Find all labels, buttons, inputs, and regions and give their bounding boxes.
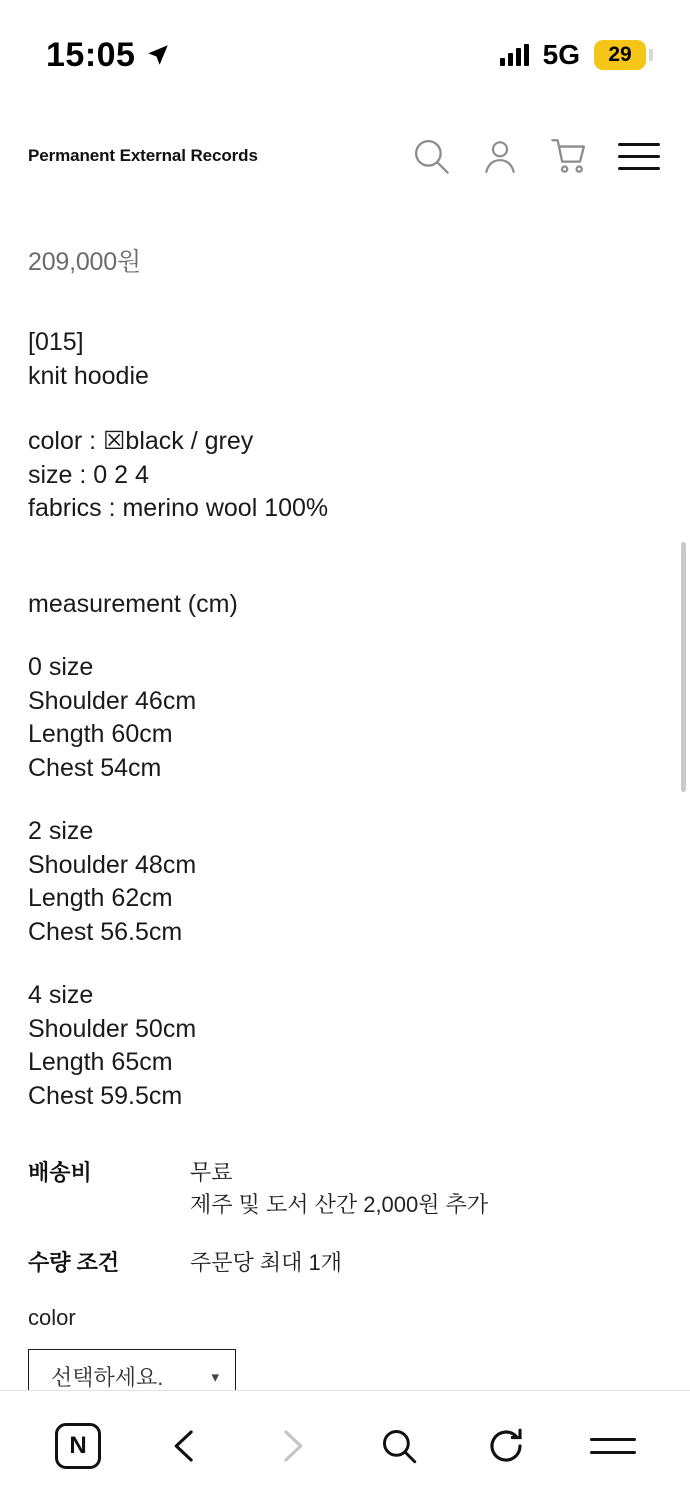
measure-chest-2: Chest 56.5cm (28, 917, 183, 946)
product-code: [015] (28, 328, 84, 356)
product-content (0, 202, 690, 1390)
shipping-value-line-1: 무료 (190, 1160, 233, 1185)
reload-icon (485, 1425, 527, 1467)
forward-button[interactable] (257, 1411, 327, 1481)
naver-logo-icon: N (55, 1423, 101, 1469)
measure-shoulder-2: Shoulder 48cm (28, 850, 197, 879)
chevron-left-icon (164, 1425, 206, 1467)
chevron-down-icon: ▾ (211, 1368, 219, 1386)
status-right (500, 39, 646, 71)
measure-length-2: Length 62cm (28, 884, 173, 912)
measure-size-2: 2 size (28, 817, 94, 845)
measure-shoulder-0: Shoulder 46cm (28, 686, 197, 715)
color-select-value: 선택하세요. (51, 1365, 164, 1390)
page-scrollbar[interactable] (681, 542, 686, 792)
naver-home-button[interactable] (43, 1411, 113, 1481)
shipping-label: 배송비 (28, 1160, 92, 1185)
reload-button[interactable] (471, 1411, 541, 1481)
search-icon[interactable] (410, 135, 452, 177)
measurement-block-0 (28, 651, 662, 785)
product-size-line: size : 0 2 4 (28, 460, 149, 489)
product-info-table (28, 1157, 662, 1279)
product-price: 209,000원 (28, 248, 141, 276)
site-header (0, 110, 690, 202)
battery-indicator: 29 (594, 40, 646, 70)
back-button[interactable] (150, 1411, 220, 1481)
status-left (46, 36, 171, 75)
measure-size-4: 4 size (28, 981, 94, 1009)
account-icon[interactable] (480, 136, 520, 176)
product-description (28, 326, 662, 1113)
product-name: knit hoodie (28, 361, 149, 390)
measurement-title: measurement (cm) (28, 589, 238, 618)
color-option-label: color (28, 1304, 76, 1330)
color-select[interactable] (28, 1349, 236, 1390)
search-icon (378, 1425, 420, 1467)
shipping-value-line-2: 제주 및 도서 산간 2,000원 추가 (190, 1191, 489, 1217)
cart-icon[interactable] (548, 135, 590, 177)
header-icon-group (410, 135, 660, 177)
brand-title[interactable]: Permanent External Records (28, 146, 258, 165)
product-color-line: color : ☒black / grey (28, 427, 254, 455)
measure-length-0: Length 60cm (28, 720, 173, 748)
measure-shoulder-4: Shoulder 50cm (28, 1014, 197, 1043)
quantity-row (28, 1247, 662, 1279)
status-clock: 15:05 (46, 35, 136, 74)
quantity-label: 수량 조건 (28, 1249, 120, 1275)
measure-length-4: Length 65cm (28, 1048, 173, 1076)
measure-chest-0: Chest 54cm (28, 753, 162, 782)
location-arrow-icon (145, 42, 171, 68)
quantity-value (190, 1247, 342, 1279)
network-label: 5G (542, 39, 580, 70)
shipping-value (190, 1157, 488, 1221)
signal-icon (500, 44, 529, 66)
tabs-button[interactable] (578, 1411, 648, 1481)
measurement-block-4 (28, 979, 662, 1113)
browser-bottom-bar (0, 1390, 690, 1500)
measure-chest-4: Chest 59.5cm (28, 1081, 183, 1110)
tabs-icon (590, 1438, 636, 1454)
search-button[interactable] (364, 1411, 434, 1481)
chevron-right-icon (271, 1425, 313, 1467)
shipping-row (28, 1157, 662, 1221)
menu-icon[interactable] (618, 143, 660, 170)
quantity-value-line: 주문당 최대 1개 (190, 1249, 342, 1275)
status-bar (0, 0, 690, 110)
product-fabrics-line: fabrics : merino wool 100% (28, 494, 329, 522)
measure-size-0: 0 size (28, 653, 94, 681)
measurement-block-2 (28, 815, 662, 949)
